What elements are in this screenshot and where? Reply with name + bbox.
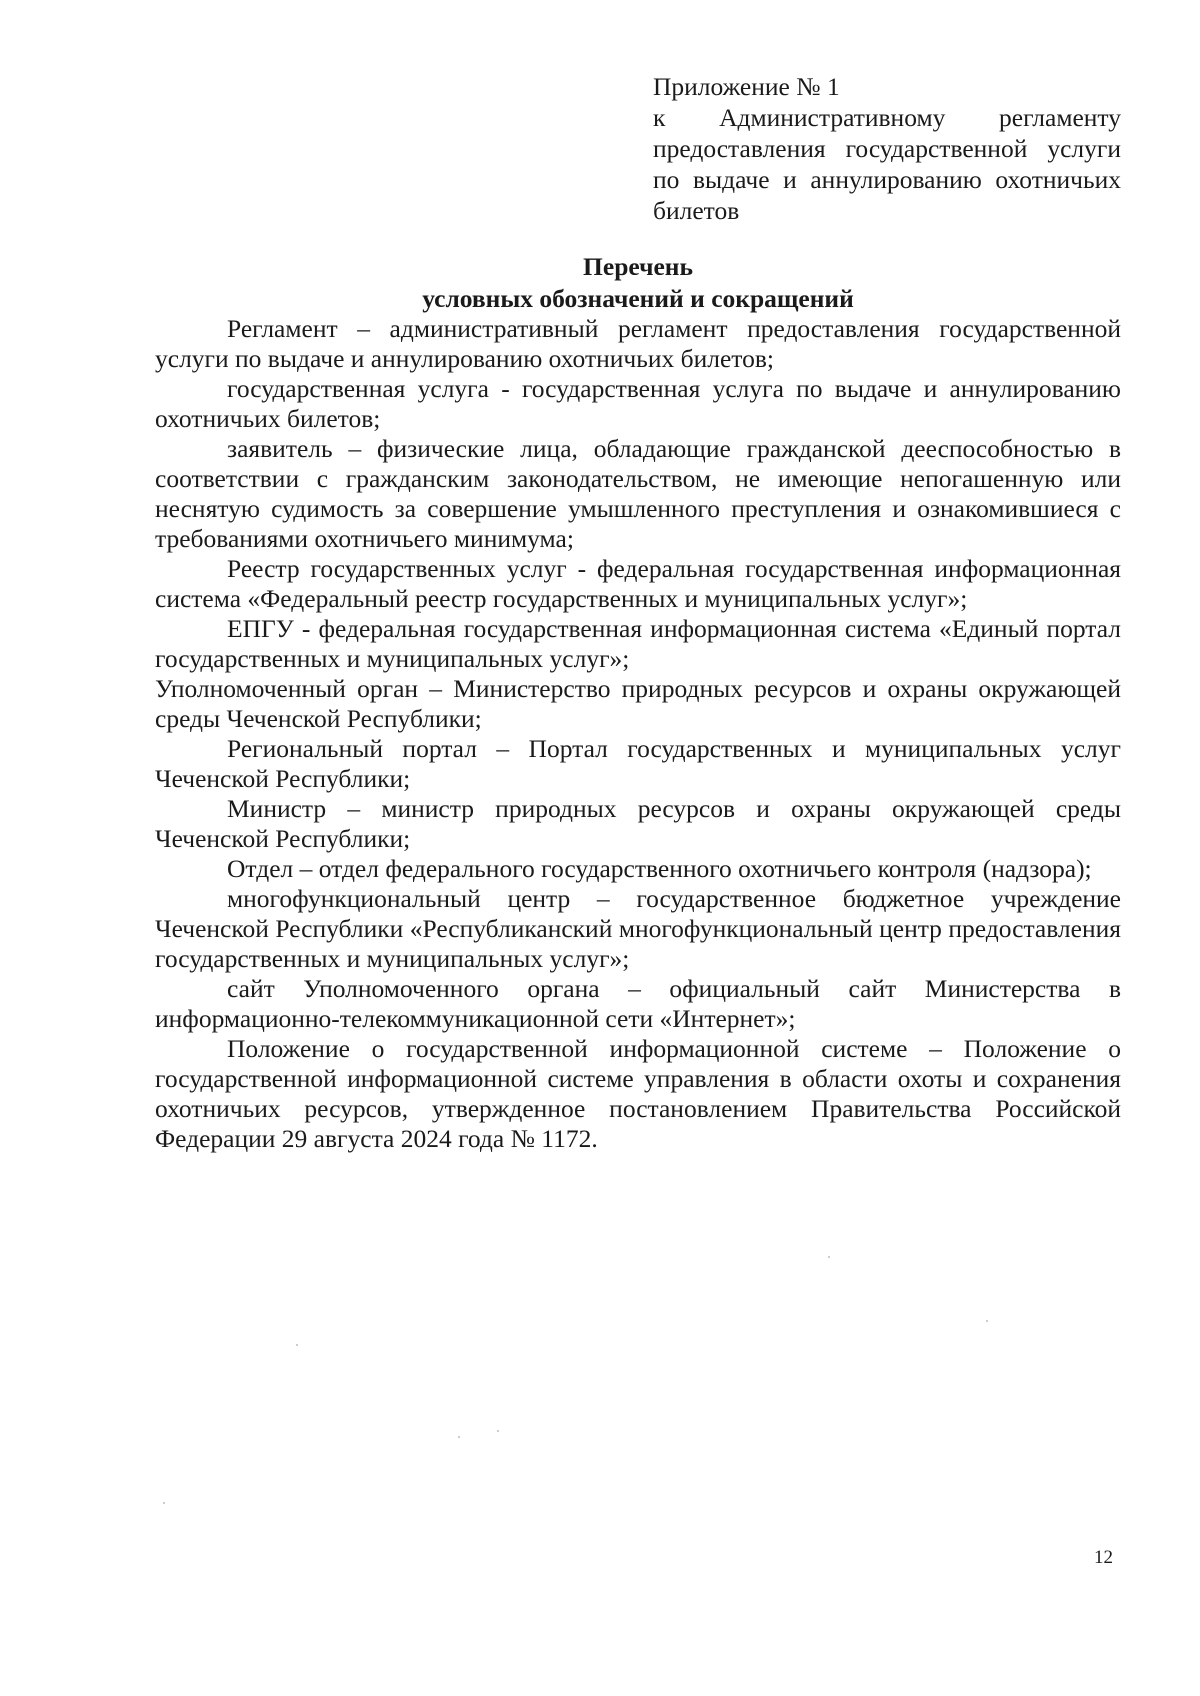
scan-speck	[163, 1502, 165, 1504]
appendix-note	[653, 71, 1121, 226]
scan-speck	[828, 1256, 830, 1258]
scan-speck	[986, 1320, 988, 1322]
document-title	[155, 251, 1121, 315]
definition-paragraph: Региональный портал – Портал государственных и муниципальных услуг Чеченской Республики;	[155, 734, 1121, 793]
definition-paragraph: Реестр государственных услуг - федеральная государственная информационная система «Федеральный реестр государственных и муниципальных услуг»;	[155, 554, 1121, 613]
title-line-2: условных обозначений и сокращений	[422, 284, 854, 313]
definition-paragraph: сайт Уполномоченного органа – официальный сайт Министерства в информационно-телекоммуникационной сети «Интернет»;	[155, 974, 1121, 1033]
definition-paragraph: многофункциональный центр – государственное бюджетное учреждение Чеченской Республики «Республиканский многофункциональный центр предоставления государственных и муниципальных услуг»;	[155, 884, 1121, 973]
scan-speck	[497, 1430, 499, 1432]
definition-paragraph: заявитель – физические лица, обладающие гражданской дееспособностью в соответствии с гражданским законодательством, не имеющие непогашенную или неснятую судимость за совершение умышленного преступления и ознакомившиеся с требованиями охотничьего минимума;	[155, 434, 1121, 553]
definition-paragraph: Министр – министр природных ресурсов и охраны окружающей среды Чеченской Республики;	[155, 794, 1121, 853]
title-line-1: Перечень	[583, 252, 693, 281]
appendix-text: к Административному регламенту предоставления государственной услуги по выдаче и аннулированию охотничьих билетов	[653, 103, 1121, 225]
definition-paragraph: государственная услуга - государственная услуга по выдаче и аннулированию охотничьих билетов;	[155, 374, 1121, 433]
definition-paragraph: Отдел – отдел федерального государственного охотничьего контроля (надзора);	[227, 854, 1092, 883]
definition-paragraph: ЕПГУ - федеральная государственная информационная система «Единый портал государственных и муниципальных услуг»;	[155, 614, 1121, 673]
definition-paragraph: Уполномоченный орган – Министерство природных ресурсов и охраны окружающей среды Чеченской Республики;	[155, 674, 1121, 733]
definitions-list	[155, 314, 1121, 1154]
scan-speck	[458, 1436, 460, 1438]
definition-paragraph: Регламент – административный регламент предоставления государственной услуги по выдаче и аннулированию охотничьих билетов;	[155, 314, 1121, 373]
appendix-heading: Приложение № 1	[653, 72, 840, 101]
definition-paragraph: Положение о государственной информационной системе – Положение о государственной информационной системе управления в области охоты и сохранения охотничьих ресурсов, утвержденное постановлением Правительства Российской Федерации 29 августа 2024 года № 1172.	[155, 1034, 1121, 1153]
scan-speck	[296, 1344, 298, 1346]
page-number: 12	[1094, 1547, 1113, 1568]
